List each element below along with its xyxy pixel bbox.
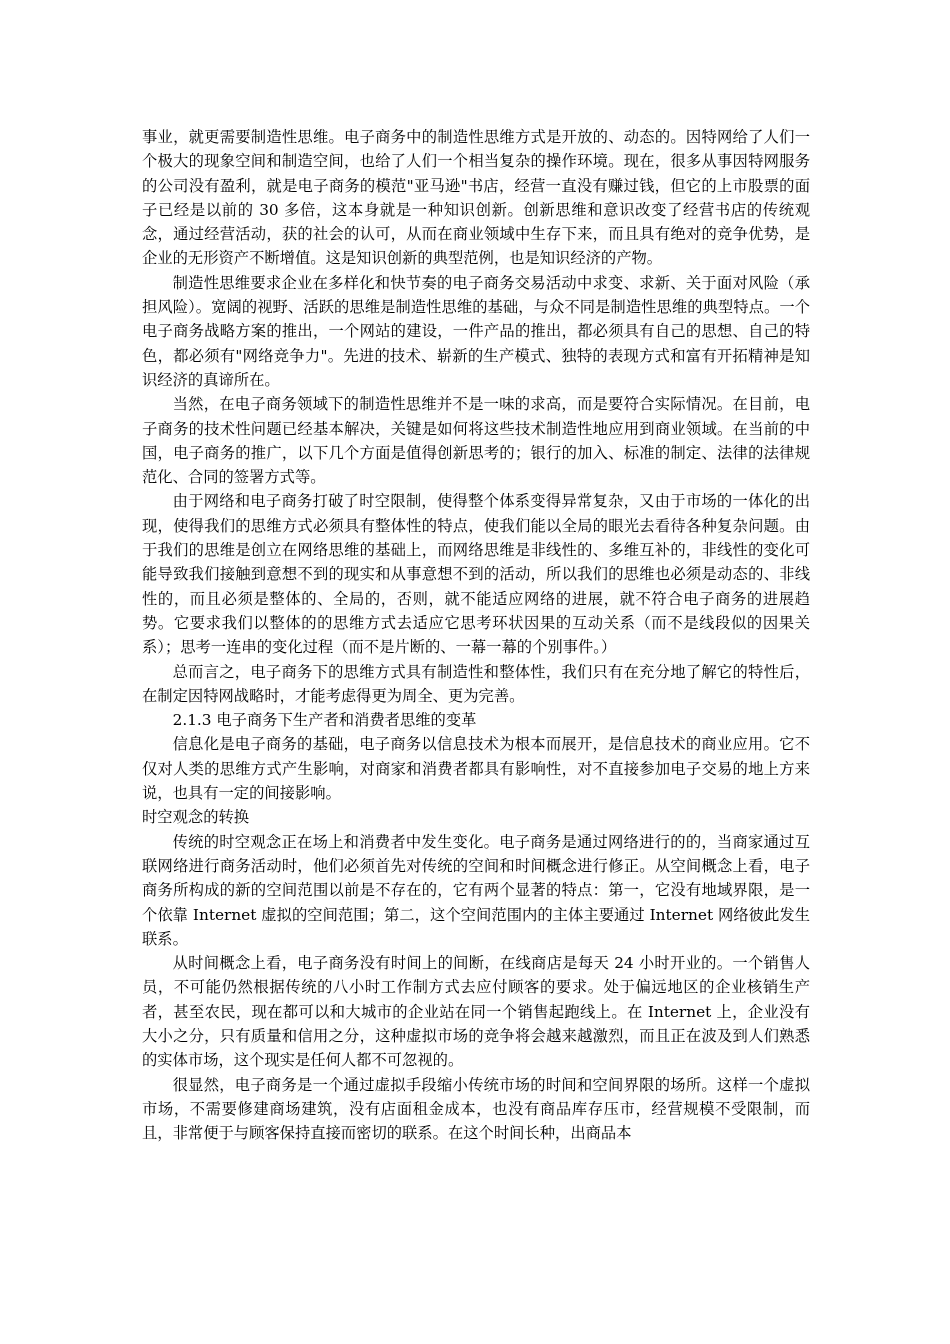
paragraph-1: 事业，就更需要制造性思维。电子商务中的制造性思维方式是开放的、动态的。因特网给了人们一个极大的现象空间和制造空间，也给了人们一个相当复杂的操作环境。现在，很多从事因特网服务的公司没有盈利，就是电子商务的模范"亚马逊"书店，经营一直没有赚过钱，但它的上市股票的面子已经是以前的 30 多倍，这本身就是一种知识创新。创新思维和意识改变了经营书店的传统观念，通过经营活动，获的社会的认可，从而在商业领域中生存下来，而且具有绝对的竞争优势，是企业的无形资产不断增值。这是知识创新的典型范例，也是知识经济的产物。 xyxy=(142,128,810,268)
document-body xyxy=(142,125,810,1145)
paragraph-3: 当然，在电子商务领域下的制造性思维并不是一味的求高，而是要符合实际情况。在目前，电子商务的技术性问题已经基本解决，关键是如何将这些技术制造性地应用到商业领域。在当前的中国，电子商务的推广，以下几个方面是值得创新思考的；银行的加入、标准的制定、法律的法律规范化、合同的签署方式等。 xyxy=(142,395,810,487)
paragraph-7: 传统的时空观念正在场上和消费者中发生变化。电子商务是通过网络进行的的，当商家通过互联网络进行商务活动时，他们必须首先对传统的空间和时间概念进行修正。从空间概念上看，电子商务所构成的新的空间范围以前是不存在的，它有两个显著的特点：第一，它没有地域界限，是一个依靠 Internet 虚拟的空间范围；第二，这个空间范围内的主体主要通过 Internet 网络彼此发生联系。 xyxy=(142,832,810,948)
paragraph-4: 由于网络和电子商务打破了时空限制，使得整个体系变得异常复杂，又由于市场的一体化的出现，使得我们的思维方式必须具有整体性的特点，使我们能以全局的眼光去看待各种复杂问题。由于我们的思维是创立在网络思维的基础上，而网络思维是非线性的、多维互补的，非线性的变化可能导致我们接触到意想不到的现实和从事意想不到的活动，所以我们的思维也必须是动态的、非线性的，而且必须是整体的、全局的，否则，就不能适应网络的进展，就不符合电子商务的进展趋势。它要求我们以整体的的思维方式去适应它思考环状因果的互动关系（而不是线段似的因果关系）；思考一连串的变化过程（而不是片断的、一幕一幕的个别事件。） xyxy=(142,492,810,657)
paragraph-2: 制造性思维要求企业在多样化和快节奏的电子商务交易活动中求变、求新、关于面对风险（承担风险）。宽阔的视野、活跃的思维是制造性思维的基础，与众不同是制造性思维的典型特点。一个电子商务战略方案的推出，一个网站的建设，一件产品的推出，都必须具有自己的思想、自己的特色，都必须有"网络竞争力"。先进的技术、崭新的生产模式、独特的表现方式和富有开拓精神是知识经济的真谛所在。 xyxy=(142,273,810,389)
section-heading: 2.1.3 电子商务下生产者和消费者思维的变革 xyxy=(172,711,477,730)
subsection-heading: 时空观念的转换 xyxy=(142,808,250,827)
paragraph-9: 很显然，电子商务是一个通过虚拟手段缩小传统市场的时间和空间界限的场所。这样一个虚拟市场，不需要修建商场建筑，没有店面租金成本，也没有商品库存压市，经营规模不受限制，而且，非常便于与顾客保持直接而密切的联系。在这个时间长种，出商品本 xyxy=(142,1075,810,1143)
paragraph-6: 信息化是电子商务的基础，电子商务以信息技术为根本而展开，是信息技术的商业应用。它不仅对人类的思维方式产生影响，对商家和消费者都具有影响性，对不直接参加电子交易的地上方来说，也具有一定的间接影响。 xyxy=(142,735,810,803)
paragraph-8: 从时间概念上看，电子商务没有时间上的间断，在线商店是每天 24 小时开业的。一个销售人员，不可能仍然根据传统的八小时工作制方式去应付顾客的要求。处于偏远地区的企业核销生产者，甚至农民，现在都可以和大城市的企业站在同一个销售起跑线上。在 Internet 上，企业没有大小之分，只有质量和信用之分，这种虚拟市场的竞争将会越来越激烈，而且正在波及到人们熟悉的实体市场，这个现实是任何人都不可忽视的。 xyxy=(142,954,810,1070)
paragraph-5: 总而言之，电子商务下的思维方式具有制造性和整体性，我们只有在充分地了解它的特性后，在制定因特网战略时，才能考虑得更为周全、更为完善。 xyxy=(142,662,810,705)
